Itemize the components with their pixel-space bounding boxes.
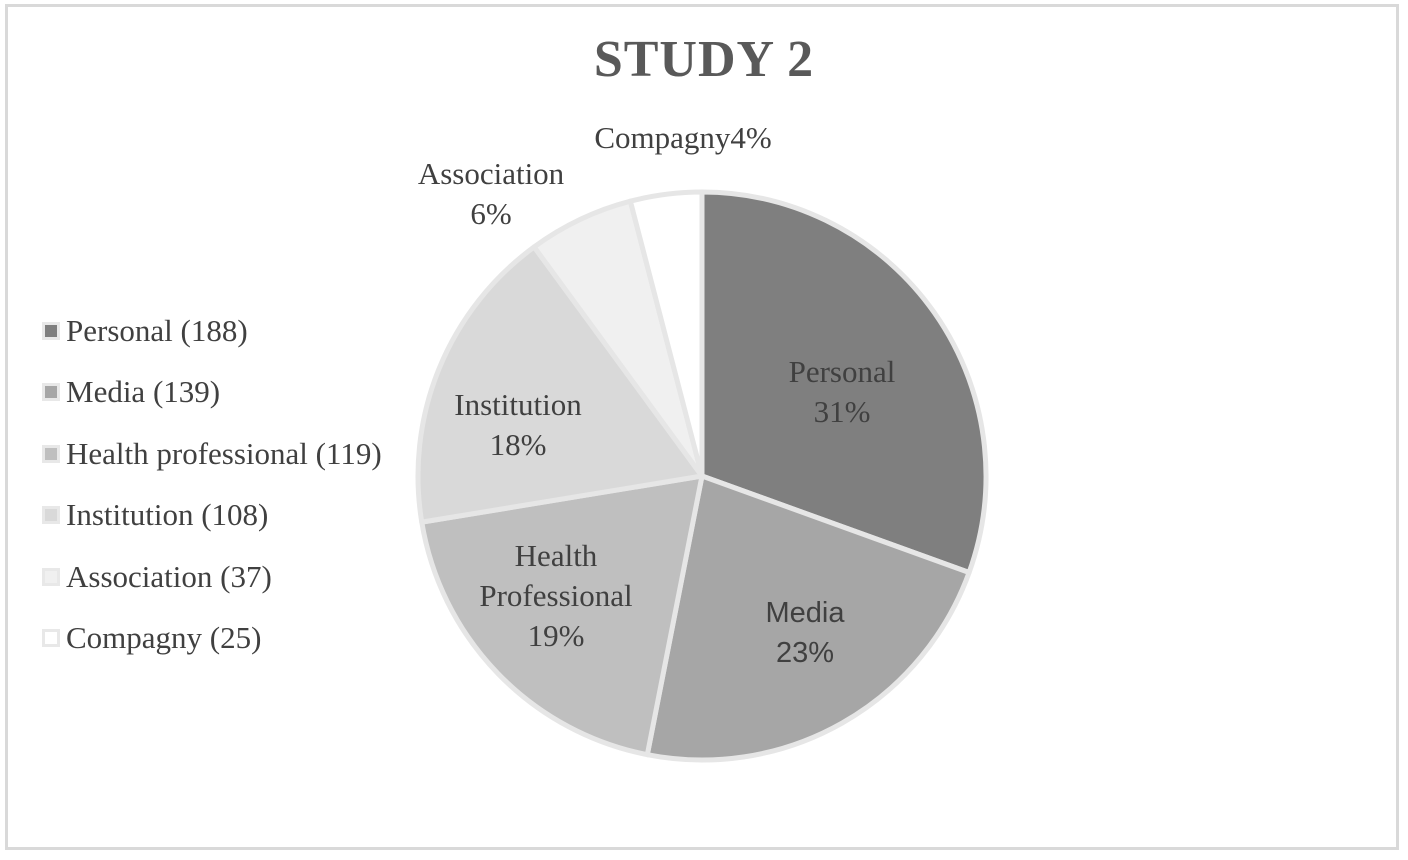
slice-data-label-line: Professional [479,578,633,613]
slice-data-label-line: 6% [470,196,512,231]
slice-data-label-line: Personal [788,354,896,389]
chart-title: STUDY 2 [593,31,815,88]
slice-data-label-line: 23% [775,637,835,669]
slice-data-label [594,120,771,155]
slice-data-label-line: Association [417,156,565,191]
slice-data-label-line: 19% [527,618,585,653]
slice-data-label-line: Health [514,538,598,573]
legend-label: Compagny (25) [66,620,262,656]
legend-label: Media (139) [66,374,221,410]
legend-label: Institution (108) [66,497,269,533]
slice-data-label-line: 18% [489,427,547,462]
slice-data-label [418,156,565,231]
slice-data-label-line: Compagny4% [594,120,772,155]
legend-label: Association (37) [66,558,272,594]
slice-data-label-line: Institution [454,387,582,422]
legend-label: Health professional (119) [66,435,382,471]
legend-label: Personal (188) [66,312,248,348]
slice-data-label-line: 31% [813,394,871,429]
slice-data-label-line: Media [765,597,845,629]
